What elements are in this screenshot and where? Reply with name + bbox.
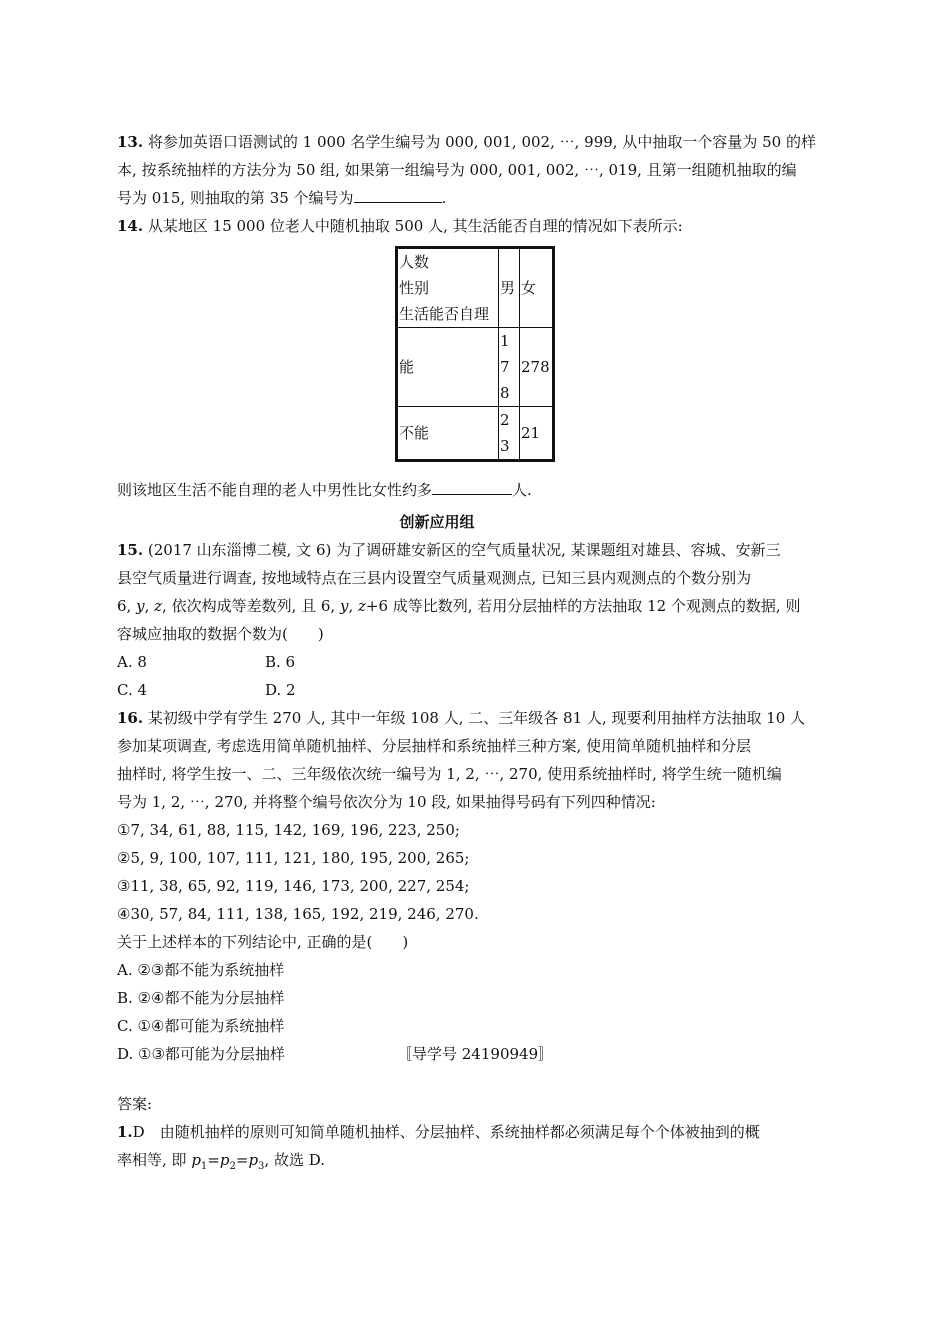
q14-answer-blank [432, 478, 512, 495]
q16-option-b: B. ②④都不能为分层抽样 [117, 989, 285, 1007]
q16-option-a: A. ②③都不能为系统抽样 [117, 961, 285, 979]
q14-data-table [395, 246, 555, 462]
q15-text-3e: +6 成等比数列, 若用分层抽样的方法抽取 12 个观测点的数据, 则 [365, 597, 801, 615]
table-row [397, 328, 554, 407]
q13-line-3 [117, 184, 837, 212]
answer-1-eq1: = [207, 1151, 220, 1169]
row-label-able: 能 [397, 328, 499, 407]
q16-text-1: 某初级中学有学生 270 人, 其中一年级 108 人, 二、三年级各 81 人, 现要利用抽样方法抽取 10 人 [143, 709, 806, 727]
q15-option-c: C. 4 [117, 681, 148, 699]
q16-case-4: ④30, 57, 84, 111, 138, 165, 192, 219, 246, 270. [117, 905, 479, 923]
cell-unable-male: 23 [499, 407, 520, 461]
q16-question: 关于上述样本的下列结论中, 正确的是( ) [117, 933, 409, 951]
answer-1-line-1 [117, 1118, 837, 1146]
cell-able-male: 178 [499, 328, 520, 407]
q15-option-a: A. 8 [117, 653, 147, 671]
q15-text-1: (2017 山东淄博二模, 文 6) 为了调研雄安新区的空气质量状况, 某课题组对雄县、容城、安新三 [143, 541, 781, 559]
answer-1-sub1: 1 [200, 1161, 208, 1172]
q16-case-3: ③11, 38, 65, 92, 119, 146, 173, 200, 227, 254; [117, 877, 470, 895]
q14-text: 从某地区 15 000 位老人中随机抽取 500 人, 其生活能否自理的情况如下表所示: [143, 217, 683, 235]
q14-line-1 [117, 212, 837, 240]
answer-1-line-2 [117, 1146, 837, 1174]
q15-line-3 [117, 592, 837, 620]
q15-line-2: 县空气质量进行调查, 按地域特点在三县内设置空气质量观测点, 已知三县内观测点的个数分别为 [117, 569, 752, 587]
q15-line-4: 容城应抽取的数据个数为( ) [117, 625, 324, 643]
header-female: 女 [520, 248, 554, 328]
answer-1-sub2: 2 [229, 1161, 236, 1172]
q15-var-z: z [154, 597, 163, 615]
q13-text-3: 号为 015, 则抽取的第 35 个编号为 [117, 189, 354, 207]
header-line-count: 人数 [399, 253, 430, 271]
cell-unable-female: 21 [520, 407, 554, 461]
q16-line-4: 号为 1, 2, ⋯, 270, 并将整个编号依次分为 10 段, 如果抽得号码有下列四种情况: [117, 793, 656, 811]
answer-1-p1: p [191, 1151, 201, 1169]
q13-line-1 [117, 128, 837, 156]
q16-line-1 [117, 704, 837, 732]
answer-1-number: 1. [117, 1123, 133, 1141]
q13-line-2: 本, 按系统抽样的方法分为 50 组, 如果第一组编号为 000, 001, 002, ⋯, 019, 且第一组随机抽取的编 [117, 161, 797, 179]
table-header-diagonal-cell [397, 248, 499, 328]
q16-case-2: ②5, 9, 100, 107, 111, 121, 180, 195, 200, 265; [117, 849, 470, 867]
q14-after-line [117, 476, 837, 504]
answer-1-p3: p [248, 1151, 259, 1169]
q15-option-b: B. 6 [265, 653, 296, 671]
q15-var-y2: y [339, 597, 349, 615]
header-line-self-care: 生活能否自理 [399, 305, 490, 323]
q15-var-z2: z [357, 597, 366, 615]
q13-text-1: 将参加英语口语测试的 1 000 名学生编号为 000, 001, 002, ⋯, 999, 从中抽取一个容量为 50 的样 [143, 133, 816, 151]
q16-guide-number: 〚导学号 24190949〛 [397, 1045, 554, 1063]
cell-able-female: 278 [520, 328, 554, 407]
q15-options-row-1 [117, 648, 837, 676]
spacer [117, 1068, 837, 1090]
answer-1-text-2a: 率相等, 即 [117, 1151, 192, 1169]
q14-table-wrapper [395, 246, 837, 462]
answer-1-text-1: D 由随机抽样的原则可知简单随机抽样、分层抽样、系统抽样都必须满足每个个体被抽到的概 [132, 1123, 760, 1141]
q16-option-c: C. ①④都可能为系统抽样 [117, 1017, 285, 1035]
answer-1-eq2: = [235, 1151, 249, 1169]
q15-option-d: D. 2 [265, 681, 296, 699]
q13-answer-blank [354, 186, 442, 203]
q16-option-d: D. ①③都可能为分层抽样 [117, 1045, 285, 1063]
q16-case-1: ①7, 34, 61, 88, 115, 142, 169, 196, 223, 250; [117, 821, 460, 839]
q16-option-d-line [117, 1040, 837, 1068]
answer-1-sub3: 3 [258, 1161, 265, 1172]
q15-text-3d: , [348, 597, 358, 615]
q14-after-end: 人. [512, 481, 532, 499]
q15-text-3c: , 依次构成等差数列, 且 6, [162, 597, 340, 615]
q15-number: 15. [117, 541, 144, 559]
table-header-row [397, 248, 554, 328]
q16-line-2: 参加某项调查, 考虑选用简单随机抽样、分层抽样和系统抽样三种方案, 使用简单随机抽样和分层 [117, 737, 752, 755]
answer-1-text-2b: , 故选 D. [264, 1151, 325, 1169]
table-row [397, 407, 554, 461]
document-page [117, 128, 837, 1174]
q15-options-row-2 [117, 676, 837, 704]
q15-var-y: y [136, 597, 145, 615]
q15-text-3b: , [144, 597, 155, 615]
q14-number: 14. [117, 217, 144, 235]
q16-number: 16. [117, 709, 144, 727]
q15-text-3a: 6, [117, 597, 137, 615]
q15-line-1 [117, 536, 837, 564]
answer-1-p2: p [219, 1151, 230, 1169]
header-line-gender: 性别 [399, 279, 430, 297]
section-title: 创新应用组 [399, 513, 475, 531]
q16-line-3: 抽样时, 将学生按一、二、三年级依次统一编号为 1, 2, ⋯, 270, 使用系统抽样时, 将学生统一随机编 [117, 765, 782, 783]
q13-end: . [441, 189, 447, 207]
row-label-unable: 不能 [397, 407, 499, 461]
header-male: 男 [499, 248, 520, 328]
q14-after-text: 则该地区生活不能自理的老人中男性比女性约多 [117, 481, 433, 499]
q13-number: 13. [117, 133, 144, 151]
answers-title: 答案: [117, 1095, 153, 1113]
